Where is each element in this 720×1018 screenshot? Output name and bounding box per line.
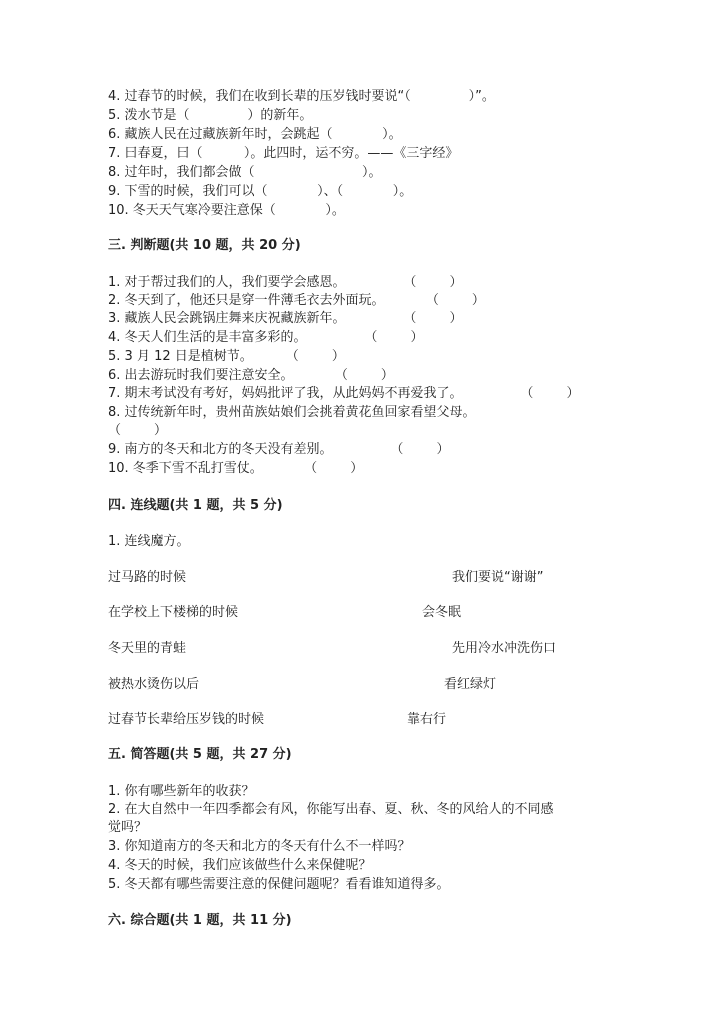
short-answer-4: 4. 冬天的时候，我们应该做些什么来保健呢？	[108, 858, 372, 873]
section-5-title: 五. 简答题(共 5 题，共 27 分)	[108, 747, 292, 762]
matching-right-5: 靠右行	[407, 712, 447, 727]
short-answer-3: 3. 你知道南方的冬天和北方的冬天有什么不一样吗？	[108, 839, 411, 854]
matching-right-1: 我们要说“谢谢”	[452, 570, 544, 585]
matching-left-1: 过马路的时候	[108, 570, 187, 585]
short-answer-2: 2. 在大自然中一年四季都会有风，你能写出春、夏、秋、冬的风给人的不同感	[108, 802, 554, 817]
fill-blank-item-8: 8. 过年时，我们都会做（ ）。	[108, 165, 382, 180]
short-answer-2-cont: 觉吗？	[108, 820, 148, 835]
short-answer-5: 5. 冬天都有哪些需要注意的保健问题呢？看看谁知道得多。	[108, 877, 450, 892]
fill-blank-item-6: 6. 藏族人民在过藏族新年时，会跳起（ ）。	[108, 127, 402, 142]
matching-right-3: 先用冷水冲洗伤口	[452, 641, 557, 656]
judge-item-4: 4. 冬天人们生活的是丰富多彩的。 （ ）	[108, 330, 424, 345]
section-3-title: 三. 判断题(共 10 题，共 20 分)	[108, 238, 301, 253]
judge-item-3: 3. 藏族人民会跳锅庄舞来庆祝藏族新年。 （ ）	[108, 311, 463, 326]
section-6-title: 六. 综合题(共 1 题，共 11 分)	[108, 913, 292, 928]
matching-left-2: 在学校上下楼梯的时候	[108, 605, 239, 620]
fill-blank-item-5: 5. 泼水节是（ ）的新年。	[108, 108, 313, 123]
fill-blank-item-7: 7. 曰春夏，曰（ ）。此四时，运不穷。——《三字经》	[108, 146, 459, 161]
fill-blank-item-9: 9. 下雪的时候，我们可以（ ）、（ ）。	[108, 184, 413, 199]
matching-right-2: 会冬眠	[422, 605, 462, 620]
fill-blank-item-4: 4. 过春节的时候，我们在收到长辈的压岁钱时要说“（ ）”。	[108, 89, 495, 104]
fill-blank-item-10: 10. 冬天天气寒冷要注意保（ ）。	[108, 203, 345, 218]
matching-right-4: 看红绿灯	[444, 677, 497, 692]
matching-prompt: 1. 连线魔方。	[108, 534, 190, 549]
matching-left-5: 过春节长辈给压岁钱的时候	[108, 712, 265, 727]
judge-item-6: 6. 出去游玩时我们要注意安全。 （ ）	[108, 368, 394, 383]
matching-left-4: 被热水烫伤以后	[108, 677, 200, 692]
judge-item-1: 1. 对于帮过我们的人，我们要学会感恩。 （ ）	[108, 275, 463, 290]
judge-item-5: 5. 3 月 12 日是植树节。 （ ）	[108, 349, 345, 364]
matching-left-3: 冬天里的青蛙	[108, 641, 187, 656]
judge-item-10: 10. 冬季下雪不乱打雪仗。 （ ）	[108, 461, 364, 476]
short-answer-1: 1. 你有哪些新年的收获？	[108, 784, 255, 799]
judge-item-2: 2. 冬天到了，他还只是穿一件薄毛衣去外面玩。 （ ）	[108, 293, 485, 308]
judge-item-8: 8. 过传统新年时，贵州苗族姑娘们会挑着黄花鱼回家看望父母。	[108, 405, 476, 420]
section-4-title: 四. 连线题(共 1 题，共 5 分)	[108, 498, 283, 513]
judge-item-9: 9. 南方的冬天和北方的冬天没有差别。 （ ）	[108, 442, 450, 457]
judge-item-8-bracket: （ ）	[108, 423, 168, 438]
judge-item-7: 7. 期末考试没有考好，妈妈批评了我，从此妈妈不再爱我了。 （ ）	[108, 386, 580, 401]
